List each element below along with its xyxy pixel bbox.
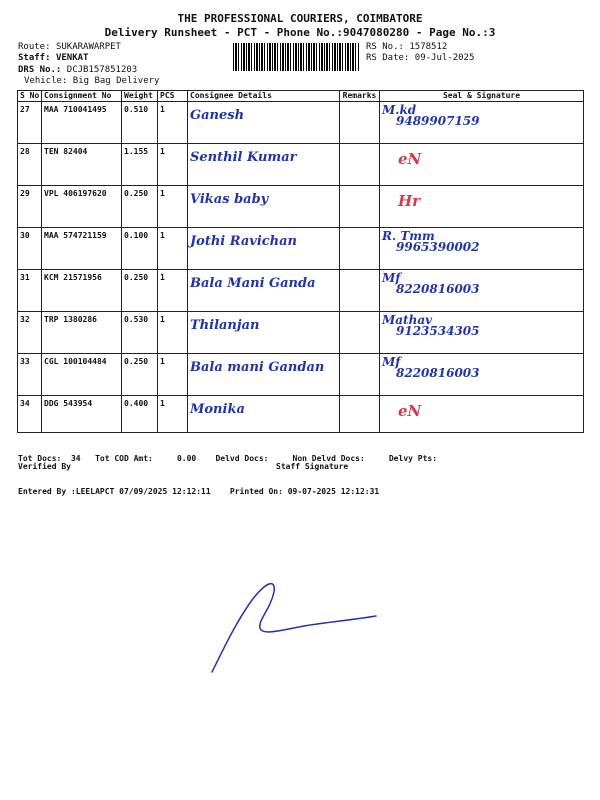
table-row (18, 354, 584, 396)
cell-consignment: TRP 1380286 (42, 312, 122, 354)
vehicle-label: Vehicle: (24, 76, 68, 86)
signature-mark-red: Hr (398, 192, 421, 210)
signature-phone: 9489907159 (396, 114, 480, 128)
cell-consignment: DDG 543954 (42, 396, 122, 433)
col-header-sno: S No (18, 91, 42, 102)
cell-pcs: 1 (158, 186, 188, 228)
rs-no-label: RS No.: (366, 42, 404, 52)
cell-consignee (188, 144, 340, 186)
consignee-handwritten: Thilanjan (190, 318, 260, 333)
rs-no-value: 1578512 (409, 42, 448, 52)
consignee-handwritten: Bala mani Gandan (190, 360, 325, 375)
staff-value: VENKAT (55, 53, 89, 63)
signature-mark: R. Tmm (382, 229, 435, 243)
signature-phone: 8220816003 (396, 366, 480, 380)
rs-date-label: RS Date: (366, 53, 410, 63)
cell-remarks (340, 186, 380, 228)
barcode (233, 43, 360, 71)
totals-line: Tot Docs: 34 Tot COD Amt: 0.00 Delvd Docs: Non Delvd Docs: Delvy Pts: (18, 454, 438, 463)
signature-phone: 8220816003 (396, 282, 480, 296)
document-header (0, 12, 600, 40)
cell-sno: 29 (18, 186, 42, 228)
cell-signature (380, 228, 584, 270)
table-row (18, 102, 584, 144)
cell-consignment: KCM 21571956 (42, 270, 122, 312)
cell-consignee (188, 396, 340, 433)
cell-remarks (340, 144, 380, 186)
signature-phone: 9123534305 (396, 324, 480, 338)
rs-no-line (366, 42, 447, 53)
cell-sno: 27 (18, 102, 42, 144)
route-label: Route: (18, 42, 51, 52)
cell-pcs: 1 (158, 228, 188, 270)
consignee-handwritten: Jothi Ravichan (190, 234, 298, 249)
table-row (18, 396, 584, 433)
cell-consignee (188, 312, 340, 354)
rs-date-line (366, 53, 474, 64)
col-header-pcs: PCS (158, 91, 188, 102)
col-header-remarks: Remarks (340, 91, 380, 102)
drs-label: DRS No.: (18, 65, 62, 75)
cell-remarks (340, 396, 380, 433)
cell-weight: 0.250 (122, 354, 158, 396)
signature-mark: Mf (382, 271, 401, 285)
cell-consignment: CGL 100104484 (42, 354, 122, 396)
cell-weight: 0.400 (122, 396, 158, 433)
drs-line (18, 65, 137, 76)
company-name: THE PROFESSIONAL COURIERS, COIMBATORE (177, 12, 423, 25)
table-header-row (18, 91, 584, 102)
cell-sno: 34 (18, 396, 42, 433)
drs-value: DCJB157851203 (66, 65, 138, 75)
signature-mark-red: eN (398, 150, 422, 168)
cell-consignee (188, 228, 340, 270)
consignee-handwritten: Senthil Kumar (190, 150, 297, 165)
staff-line (18, 53, 88, 64)
cell-pcs: 1 (158, 396, 188, 433)
signature-phone: 9965390002 (396, 240, 480, 254)
col-header-weight: Weight (122, 91, 158, 102)
cell-signature (380, 396, 584, 433)
table-row (18, 270, 584, 312)
runsheet-subtitle: Delivery Runsheet - PCT - Phone No.:9047080280 - Page No.:3 (104, 26, 496, 39)
cell-sno: 32 (18, 312, 42, 354)
cell-weight: 0.510 (122, 102, 158, 144)
cell-pcs: 1 (158, 144, 188, 186)
cell-remarks (340, 228, 380, 270)
signature-mark: Mathav (382, 313, 433, 327)
staff-label: Staff: (18, 53, 51, 63)
cell-sno: 30 (18, 228, 42, 270)
cell-consignee (188, 102, 340, 144)
table-row (18, 312, 584, 354)
cell-weight: 1.155 (122, 144, 158, 186)
cell-consignment: MAA 710041495 (42, 102, 122, 144)
cell-signature (380, 186, 584, 228)
cell-sno: 28 (18, 144, 42, 186)
verified-by-label: Verified By (18, 462, 71, 471)
vehicle-value: Big Bag Delivery (72, 76, 160, 86)
cell-consignee (188, 186, 340, 228)
col-header-consignee: Consignee Details (188, 91, 340, 102)
totals-block (18, 431, 437, 519)
cell-consignment: MAA 574721159 (42, 228, 122, 270)
cell-remarks (340, 102, 380, 144)
table-row (18, 186, 584, 228)
cell-signature (380, 312, 584, 354)
cell-pcs: 1 (158, 270, 188, 312)
rs-date-value: 09-Jul-2025 (414, 53, 475, 63)
cell-signature (380, 270, 584, 312)
cell-remarks (340, 354, 380, 396)
table-row (18, 228, 584, 270)
consignee-handwritten: Bala Mani Ganda (190, 276, 316, 291)
signature-mark-red: eN (398, 402, 422, 420)
cell-consignment: VPL 406197620 (42, 186, 122, 228)
cell-weight: 0.100 (122, 228, 158, 270)
signature-mark: M.kd (382, 103, 417, 117)
consignee-handwritten: Vikas baby (190, 192, 269, 207)
consignment-table (17, 90, 584, 433)
cell-weight: 0.530 (122, 312, 158, 354)
cell-signature (380, 102, 584, 144)
cell-signature (380, 354, 584, 396)
cell-remarks (340, 312, 380, 354)
cell-pcs: 1 (158, 102, 188, 144)
cell-weight: 0.250 (122, 186, 158, 228)
cell-consignee (188, 354, 340, 396)
cell-consignment: TEN 82404 (42, 144, 122, 186)
consignee-handwritten: Ganesh (190, 108, 245, 123)
cell-sno: 33 (18, 354, 42, 396)
cell-sno: 31 (18, 270, 42, 312)
staff-signature-drawing (200, 570, 390, 680)
cell-signature (380, 144, 584, 186)
col-header-consignment: Consignment No (42, 91, 122, 102)
signature-mark: Mf (382, 355, 401, 369)
cell-remarks (340, 270, 380, 312)
route-line (18, 42, 121, 53)
cell-pcs: 1 (158, 354, 188, 396)
staff-signature-label: Staff Signature (276, 462, 349, 471)
cell-pcs: 1 (158, 312, 188, 354)
consignee-handwritten: Monika (190, 402, 245, 417)
table-row (18, 144, 584, 186)
col-header-signature: Seal & Signature (380, 91, 584, 102)
entered-printed-line: Entered By :LEELAPCT 07/09/2025 12:12:11 Printed On: 09-07-2025 12:12:31 (18, 487, 380, 496)
route-value: SUKARAWARPET (55, 42, 121, 52)
cell-consignee (188, 270, 340, 312)
vehicle-line (24, 76, 159, 87)
cell-weight: 0.250 (122, 270, 158, 312)
